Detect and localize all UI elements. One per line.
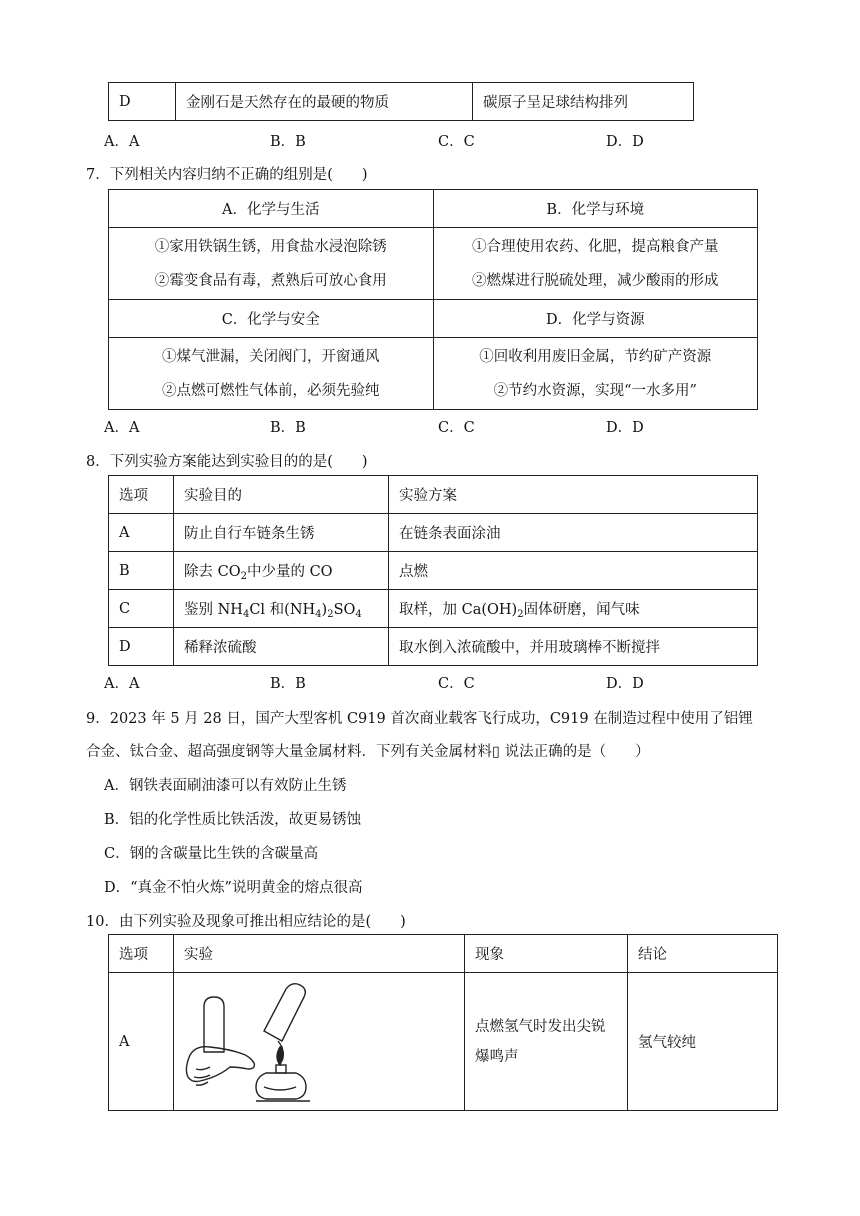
q8-row-b-plan: 点燃 — [389, 552, 758, 590]
choice-a[interactable]: A．A — [104, 676, 140, 692]
q10-header-experiment: 实验 — [174, 935, 465, 973]
q9-option-d[interactable]: D．“真金不怕火炼”说明黄金的熔点很高 — [104, 880, 363, 896]
q7-stem: 7．下列相关内容归纳不正确的组别是( ) — [86, 167, 368, 183]
q8-choices — [104, 672, 664, 692]
q10-row-a-phenomenon — [465, 973, 628, 1111]
q10-table — [108, 934, 778, 1111]
q7-cell-d-body — [433, 338, 758, 410]
q10-header-option: 选项 — [109, 935, 174, 973]
choice-b[interactable]: B．B — [270, 420, 306, 436]
q7-cell-b-body — [433, 228, 758, 300]
q7-cell-c-body — [109, 338, 434, 410]
q10-row-a-experiment — [174, 973, 465, 1111]
fact-cell: 金刚石是天然存在的最硬的物质 — [176, 83, 473, 121]
q9-line1: 9．2023 年 5 月 28 日，国产大型客机 C919 首次商业载客飞行成功，C919 在制造过程中使用了铝锂 — [86, 711, 753, 727]
q7-choices — [104, 416, 664, 436]
choice-b[interactable]: B．B — [270, 134, 306, 150]
q10-row-a-option: A — [109, 973, 174, 1111]
q8-row-a-option: A — [109, 514, 174, 552]
choice-d[interactable]: D．D — [606, 420, 644, 436]
q7-cell-d-title: D．化学与资源 — [433, 300, 758, 338]
q9-option-c[interactable]: C．钢的含碳量比生铁的含碳量高 — [104, 846, 319, 862]
choice-c[interactable]: C．C — [438, 420, 475, 436]
q8-header-option: 选项 — [109, 476, 174, 514]
q8-row-d-option: D — [109, 628, 174, 666]
q8-row-c-goal: 鉴别 $NH_4Cl$ 和$(NH_4)_2SO_4$ — [174, 590, 389, 628]
choice-b[interactable]: B．B — [270, 676, 306, 692]
reason-cell: 碳原子呈足球结构排列 — [473, 83, 694, 121]
q8-stem: 8．下列实验方案能达到实验目的的是( ) — [86, 454, 368, 470]
q7-cell-c-title: C．化学与安全 — [109, 300, 434, 338]
q9-option-a[interactable]: A．钢铁表面刷油漆可以有效防止生锈 — [104, 778, 347, 794]
q7-c-line1: ①煤气泄漏，关闭阀门，开窗通风 — [162, 348, 380, 365]
q8-row-c-plan: 取样，加 $Ca(OH)_2$固体研磨，闻气味 — [389, 590, 758, 628]
choice-c[interactable]: C．C — [438, 676, 475, 692]
q8-row-b-goal: 除去 $CO_2$中少量的 CO — [174, 552, 389, 590]
choice-c[interactable]: C．C — [438, 134, 475, 150]
q8-row-a-plan: 在链条表面涂油 — [389, 514, 758, 552]
choice-d[interactable]: D．D — [606, 676, 644, 692]
q7-a-line1: ①家用铁锅生锈，用食盐水浸泡除锈 — [154, 238, 387, 255]
phenomenon-line1: 点燃氢气时发出尖锐 — [475, 1018, 606, 1035]
q7-cell-b-title: B．化学与环境 — [433, 190, 758, 228]
q8-row-a-goal: 防止自行车链条生锈 — [174, 514, 389, 552]
q6-table-tail — [108, 82, 694, 121]
q9-option-b[interactable]: B．铝的化学性质比铁活泼，故更易锈蚀 — [104, 812, 362, 828]
q7-c-line2: ②点燃可燃性气体前，必须先验纯 — [162, 382, 380, 399]
q10-header-conclusion: 结论 — [628, 935, 778, 973]
q8-row-d-plan: 取水倒入浓硫酸中，并用玻璃棒不断搅拌 — [389, 628, 758, 666]
q8-header-goal: 实验目的 — [174, 476, 389, 514]
q8-header-plan: 实验方案 — [389, 476, 758, 514]
phenomenon-line2: 爆鸣声 — [475, 1048, 519, 1065]
q10-stem: 10．由下列实验及现象可推出相应结论的是( ) — [86, 914, 406, 930]
q7-b-line2: ②燃煤进行脱硫处理，减少酸雨的形成 — [472, 272, 719, 289]
q8-table — [108, 475, 758, 666]
choice-d[interactable]: D．D — [606, 134, 644, 150]
q8-row-d-goal: 稀释浓硫酸 — [174, 628, 389, 666]
q6-choices — [104, 130, 664, 150]
q7-d-line1: ①回收利用废旧金属，节约矿产资源 — [479, 348, 712, 365]
q9-line2: 合金、钛合金、超高强度钢等大量金属材料．下列有关金属材料▯ 说法正确的是（ ） — [86, 744, 650, 760]
q7-a-line2: ②霉变食品有毒，煮熟后可放心食用 — [154, 272, 387, 289]
q10-header-phenomenon: 现象 — [465, 935, 628, 973]
q8-row-c-option: C — [109, 590, 174, 628]
q7-d-line2: ②节约水资源，实现“一水多用” — [493, 382, 697, 399]
q7-cell-a-body — [109, 228, 434, 300]
q7-cell-a-title: A．化学与生活 — [109, 190, 434, 228]
q7-table — [108, 189, 758, 410]
q8-row-b-option: B — [109, 552, 174, 590]
choice-a[interactable]: A．A — [104, 420, 140, 436]
hydrogen-test-illustration — [182, 977, 342, 1107]
option-cell: D — [109, 83, 176, 121]
q7-b-line1: ①合理使用农药、化肥，提高粮食产量 — [472, 238, 719, 255]
q10-row-a-conclusion: 氢气较纯 — [628, 973, 778, 1111]
choice-a[interactable]: A．A — [104, 134, 140, 150]
